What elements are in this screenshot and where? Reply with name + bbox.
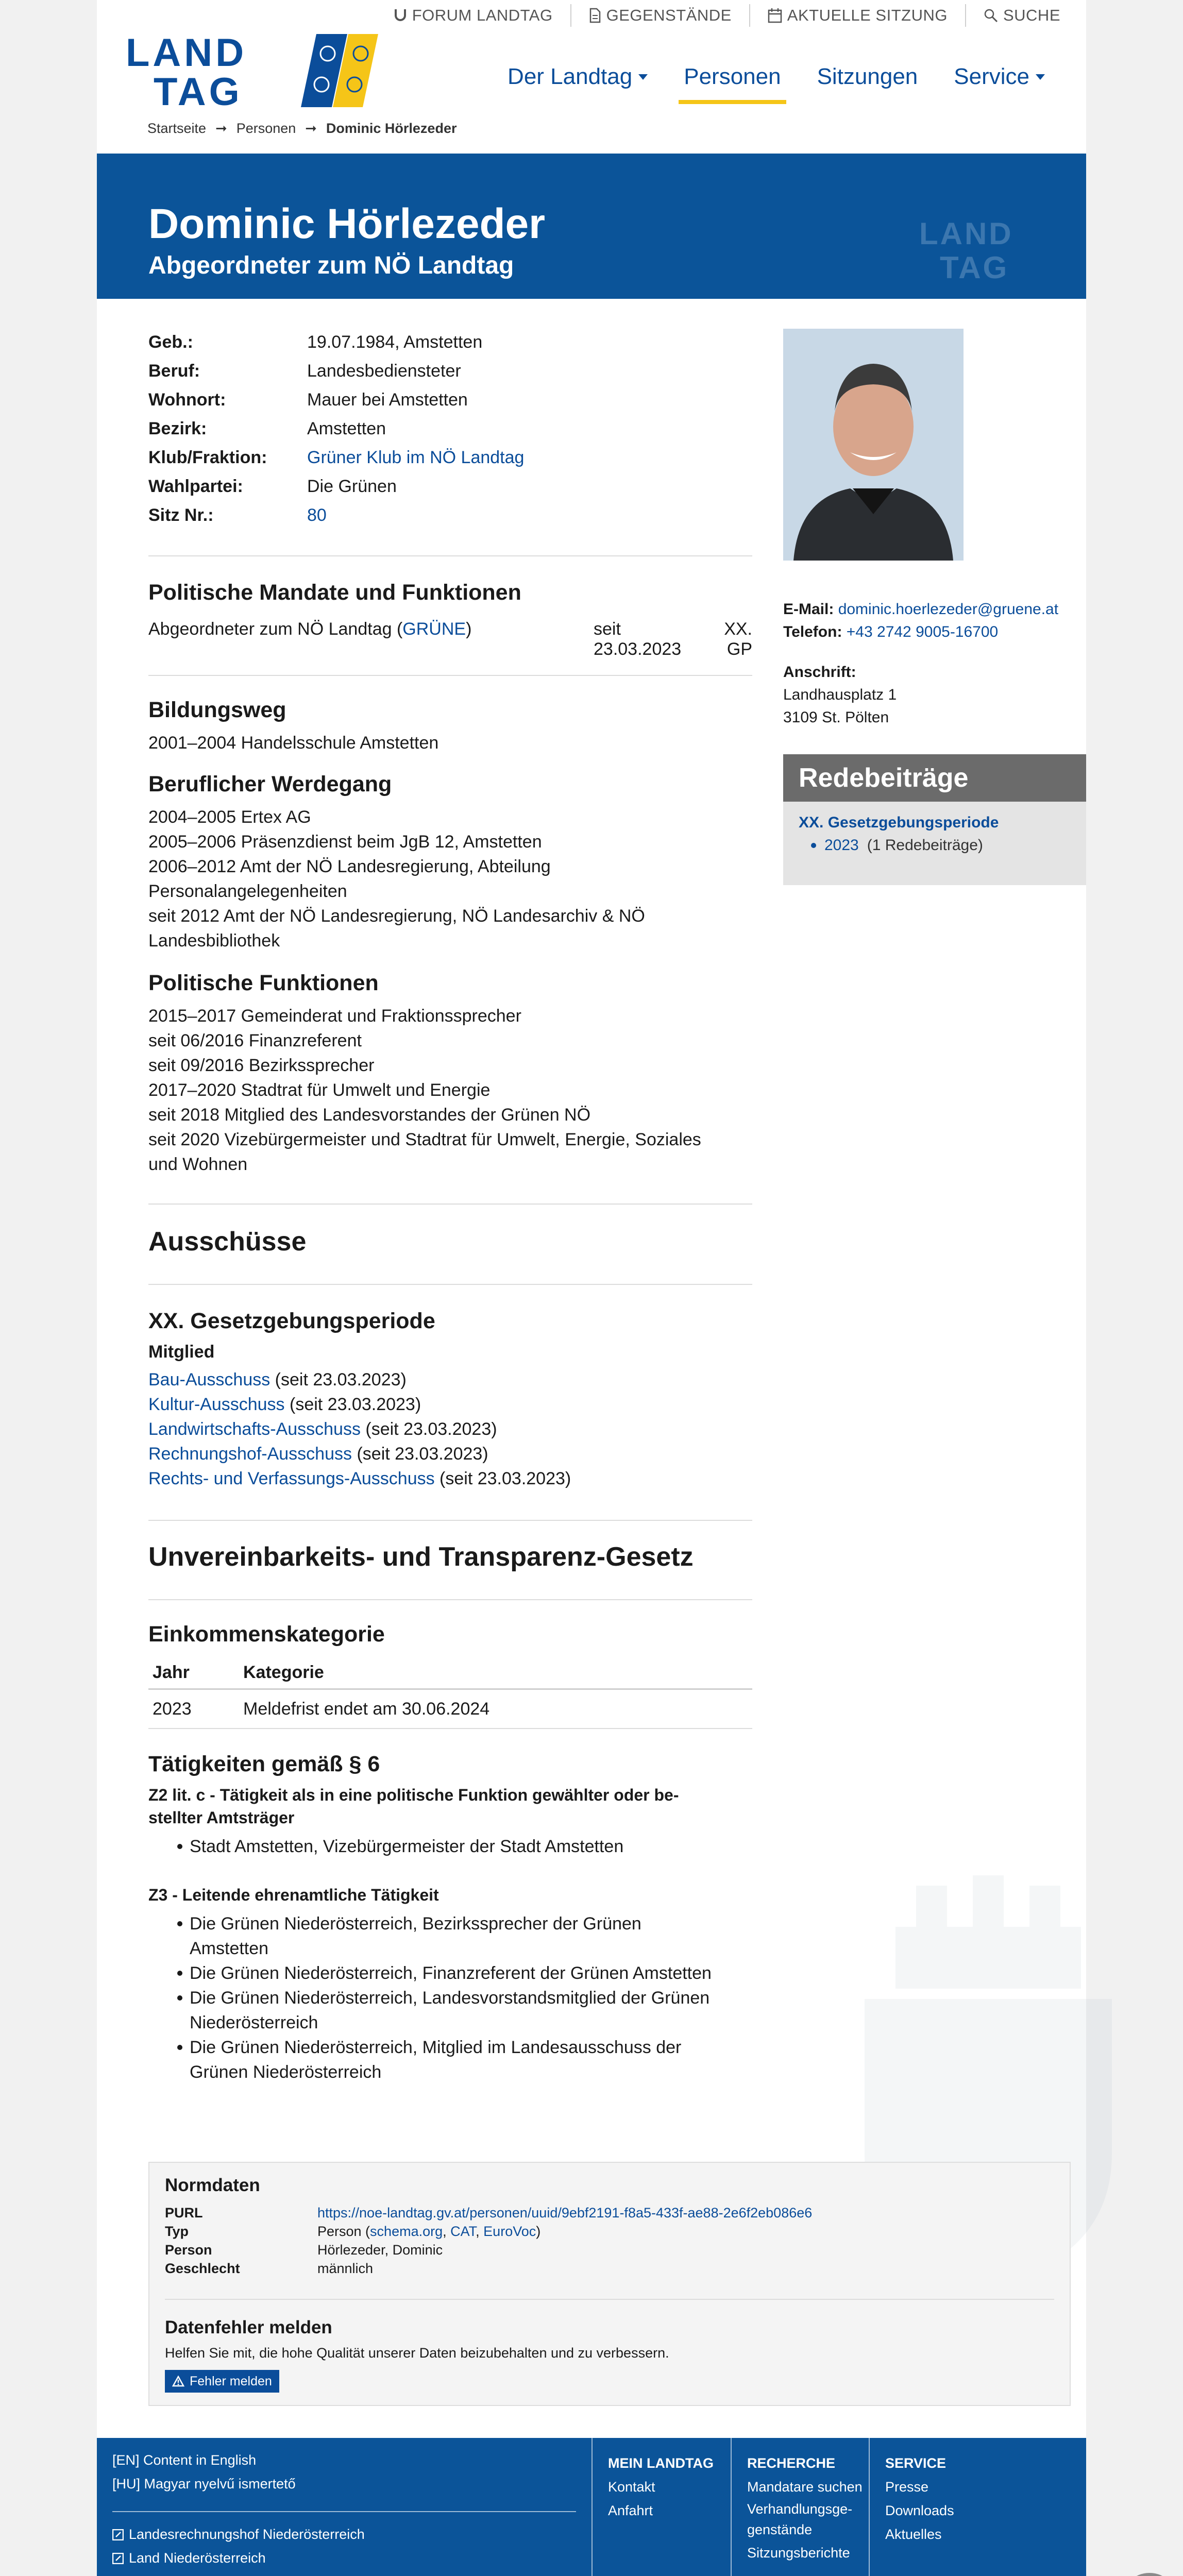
redebeitraege-period: XX. Gesetzgebungsperiode bbox=[799, 814, 999, 831]
list-item: Kultur-Ausschuss (seit 23.03.2023) bbox=[148, 1395, 421, 1414]
nav-personen-label: Personen bbox=[684, 64, 781, 89]
nav-der-landtag-label: Der Landtag bbox=[508, 64, 633, 89]
nav-sitzungen[interactable] bbox=[817, 64, 918, 104]
normdaten-heading: Normdaten bbox=[165, 2175, 260, 2195]
footer-link[interactable]: Sitzungsberichte bbox=[747, 2545, 850, 2561]
divider bbox=[148, 1599, 752, 1600]
fact-row: Geb.: 19.07.1984, Amstetten bbox=[148, 332, 483, 352]
mandate-heading: Politische Mandate und Funktionen bbox=[148, 580, 521, 605]
footer-lang-hu[interactable]: [HU] Magyar nyelvű ismertető bbox=[112, 2476, 296, 2492]
list-item: Die Grünen Niederösterreich, Finanzreferent der Grünen Amstetten bbox=[148, 1961, 752, 1986]
list-item: Die Grünen Niederösterreich, Landesvorstandsmitglied der Grünen Niederösterreich bbox=[148, 1986, 752, 2035]
purl-link[interactable]: https://noe-landtag.gv.at/personen/uuid/9ebf2191-f8a5-433f-ae88-2e6f2eb086e6 bbox=[317, 2205, 813, 2221]
horseshoe-icon bbox=[394, 8, 407, 23]
list-item: Die Grünen Niederösterreich, Mitglied im Landesausschuss der Grünen Niederösterreich bbox=[148, 2035, 752, 2084]
schema-link[interactable]: schema.org bbox=[370, 2224, 443, 2239]
contact-phone: Telefon: +43 2742 9005-16700 bbox=[783, 623, 999, 640]
svg-text:TAG: TAG bbox=[940, 250, 1009, 281]
ausschuss-link[interactable]: Rechnungshof-Ausschuss bbox=[148, 1444, 352, 1464]
topnav-suche[interactable] bbox=[966, 4, 1060, 27]
footer-col-recherche: RECHERCHE Mandatare suchen Verhandlungsge- genstände Sitzungsberichte bbox=[731, 2438, 870, 2576]
logo-line1: LAND bbox=[126, 33, 247, 75]
divider bbox=[148, 1204, 752, 1205]
fact-row: Klub/Fraktion: Grüner Klub im NÖ Landtag bbox=[148, 447, 525, 467]
list-item: Rechnungshof-Ausschuss (seit 23.03.2023) bbox=[148, 1444, 488, 1464]
footer-col-service: SERVICE Presse Downloads Aktuelles bbox=[869, 2438, 1086, 2576]
footer-link[interactable]: Mandatare suchen bbox=[747, 2479, 863, 2495]
fact-row: Beruf: Landesbediensteter bbox=[148, 361, 461, 381]
breadcrumb-current: Dominic Hörlezeder bbox=[326, 121, 457, 136]
normdaten-row: Person Hörlezeder, Dominic bbox=[165, 2242, 443, 2258]
footer-col-mein-landtag: MEIN LANDTAG Kontakt Anfahrt bbox=[592, 2438, 731, 2576]
topnav-suche-label: SUCHE bbox=[1003, 6, 1060, 24]
divider bbox=[148, 555, 752, 556]
z3-heading: Z3 - Leitende ehrenamtliche Tätigkeit bbox=[148, 1886, 439, 1904]
werdegang-text: 2004–2005 Ertex AG 2005–2006 Präsenzdienst beim JgB 12, Amstetten 2006–2012 Amt der NÖ Landesregierung, Abteilung Personalangelegenheiten seit 2012 Amt der NÖ Landesregierung, NÖ Landesarchiv & NÖ Landesbibliothek bbox=[148, 807, 645, 951]
ausschuss-link[interactable]: Rechts- und Verfassungs-Ausschuss bbox=[148, 1469, 435, 1488]
normdaten-row: PURL https://noe-landtag.gv.at/personen/uuid/9ebf2191-f8a5-433f-ae88-2e6f2eb086e6 bbox=[165, 2205, 813, 2221]
fehler-melden-button[interactable] bbox=[165, 2370, 279, 2393]
z2-heading: Z2 lit. c - Tätigkeit als in eine politische Funktion gewählter oder be- stellter Amtsträger bbox=[148, 1786, 679, 1827]
footer-link[interactable]: Downloads bbox=[885, 2503, 954, 2518]
eurovoc-link[interactable]: EuroVoc bbox=[483, 2224, 536, 2239]
topnav-gegenstaende-label: GEGENSTÄNDE bbox=[606, 6, 732, 24]
redebeitraege-box bbox=[783, 754, 1086, 885]
document-icon bbox=[589, 8, 601, 23]
ausschuss-link[interactable]: Kultur-Ausschuss bbox=[148, 1395, 285, 1414]
list-item: Landwirtschafts-Ausschuss (seit 23.03.2023) bbox=[148, 1419, 497, 1439]
ausschuesse-heading: Ausschüsse bbox=[148, 1227, 307, 1257]
chevron-down-icon bbox=[1036, 74, 1045, 80]
footer-link[interactable]: Aktuelles bbox=[885, 2527, 942, 2542]
contact-address: Anschrift: Landhausplatz 1 3109 St. Pölten bbox=[783, 664, 897, 726]
table-row: 2023 Meldefrist endet am 30.06.2024 bbox=[148, 1690, 752, 1729]
list-item: Bau-Ausschuss (seit 23.03.2023) bbox=[148, 1370, 407, 1389]
logo-line2: TAG bbox=[154, 70, 243, 108]
footer-link[interactable]: Kontakt bbox=[608, 2479, 655, 2495]
list-item: Stadt Amstetten, Vizebürgermeister der Stadt Amstetten bbox=[148, 1834, 752, 1859]
portrait-photo bbox=[783, 329, 964, 561]
divider bbox=[148, 1520, 752, 1521]
fehler-melden-label: Fehler melden bbox=[190, 2374, 272, 2388]
svg-text:LAND: LAND bbox=[919, 216, 1013, 251]
footer-link[interactable]: Verhandlungsge- bbox=[747, 2501, 853, 2517]
chevron-down-icon bbox=[638, 74, 648, 80]
phone-link[interactable]: +43 2742 9005-16700 bbox=[846, 623, 999, 640]
topnav-sitzung[interactable] bbox=[750, 4, 966, 27]
page-subtitle: Abgeordneter zum NÖ Landtag bbox=[148, 252, 514, 279]
nav-der-landtag[interactable] bbox=[508, 64, 648, 104]
calendar-icon bbox=[768, 8, 782, 23]
list-item: Rechts- und Verfassungs-Ausschuss (seit 23.03.2023) bbox=[148, 1469, 571, 1488]
topnav-gegenstaende[interactable] bbox=[571, 4, 750, 27]
page bbox=[97, 0, 1086, 2576]
topnav-sitzung-label: AKTUELLE SITZUNG bbox=[787, 6, 948, 24]
einkommen-heading: Einkommenskategorie bbox=[148, 1622, 385, 1647]
utg-heading: Unvereinbarkeits- und Transparenz-Gesetz bbox=[148, 1542, 694, 1572]
list-item: 2023 (1 Redebeiträge) bbox=[811, 837, 983, 854]
nav-personen[interactable] bbox=[684, 64, 781, 104]
divider bbox=[165, 2299, 1054, 2300]
table-header: Jahr Kategorie bbox=[148, 1657, 752, 1690]
list-item: Die Grünen Niederösterreich, Bezirkssprecher der Grünen Amstetten bbox=[148, 1911, 752, 1961]
cat-link[interactable]: CAT bbox=[450, 2224, 476, 2239]
external-link-icon bbox=[112, 2553, 124, 2564]
topnav-forum[interactable] bbox=[376, 4, 571, 27]
bildung-text: 2001–2004 Handelsschule Amstetten bbox=[148, 733, 439, 753]
fact-row: Wahlpartei: Die Grünen bbox=[148, 476, 397, 496]
normdaten-row: Geschlecht männlich bbox=[165, 2261, 374, 2276]
z2-list bbox=[148, 1834, 752, 1859]
bildung-heading: Bildungsweg bbox=[148, 698, 286, 722]
divider bbox=[112, 2511, 576, 2512]
footer-lang-en[interactable]: [EN] Content in English bbox=[112, 2452, 257, 2468]
ausschuss-link[interactable]: Bau-Ausschuss bbox=[148, 1370, 271, 1389]
fehler-heading: Datenfehler melden bbox=[165, 2317, 332, 2337]
footer-link[interactable]: Anfahrt bbox=[608, 2503, 653, 2518]
nav-service-label: Service bbox=[954, 64, 1029, 89]
footer-ext-link-1[interactable]: Landesrechnungshof Niederösterreich bbox=[112, 2527, 365, 2543]
fact-row: Bezirk: Amstetten bbox=[148, 418, 386, 438]
footer-link[interactable]: genstände bbox=[747, 2522, 813, 2537]
email-link[interactable]: dominic.hoerlezeder@gruene.at bbox=[838, 601, 1059, 618]
breadcrumb bbox=[147, 121, 457, 137]
taetigkeiten-heading: Tätigkeiten gemäß § 6 bbox=[148, 1752, 380, 1776]
footer bbox=[97, 2438, 1086, 2576]
klub-link[interactable]: Grüner Klub im NÖ Landtag bbox=[307, 447, 525, 467]
breadcrumb-startseite[interactable]: Startseite bbox=[147, 121, 207, 136]
party-link[interactable]: GRÜNE bbox=[402, 619, 466, 639]
werdegang-heading: Beruflicher Werdegang bbox=[148, 772, 392, 796]
fehler-text: Helfen Sie mit, die hohe Qualität unserer Daten beizubehalten und zu verbessern. bbox=[165, 2345, 669, 2361]
footer-link[interactable]: Presse bbox=[885, 2479, 929, 2495]
ausschuesse-list bbox=[148, 1367, 752, 1491]
z3-list bbox=[148, 1911, 752, 2084]
divider bbox=[148, 675, 752, 676]
normdaten-box bbox=[148, 2162, 1071, 2406]
breadcrumb-personen[interactable]: Personen bbox=[236, 121, 296, 136]
redebeitraege-heading: Redebeiträge bbox=[783, 754, 1086, 802]
mandate-row: Abgeordneter zum NÖ Landtag (GRÜNE) seit 23.03.2023 XX. GP bbox=[148, 619, 752, 659]
hero-banner bbox=[97, 154, 1086, 299]
main-nav bbox=[508, 64, 1045, 104]
contact-email: E-Mail: dominic.hoerlezeder@gruene.at bbox=[783, 601, 1059, 618]
topnav-forum-label: FORUM LANDTAG bbox=[412, 6, 553, 24]
top-utility-nav bbox=[376, 4, 1060, 27]
fact-row: Sitz Nr.: 80 bbox=[148, 505, 327, 525]
external-link-icon bbox=[112, 2529, 124, 2540]
ausschuesse-role: Mitglied bbox=[148, 1342, 215, 1362]
page-title: Dominic Hörlezeder bbox=[148, 200, 546, 247]
einkommen-table bbox=[148, 1657, 752, 1729]
footer-ext-link-2[interactable]: Land Niederösterreich bbox=[112, 2550, 266, 2566]
search-icon bbox=[984, 8, 998, 23]
ausschuesse-period: XX. Gesetzgebungsperiode bbox=[148, 1309, 435, 1333]
ausschuss-link[interactable]: Landwirtschafts-Ausschuss bbox=[148, 1419, 361, 1439]
landtag-logo[interactable] bbox=[126, 33, 378, 108]
funktionen-text: 2015–2017 Gemeinderat und Fraktionssprecher seit 06/2016 Finanzreferent seit 09/2016 Bezirkssprecher 2017–2020 Stadtrat für Umwelt und Energie seit 2018 Mitglied des Landesvorstandes der Grünen NÖ seit 2020 Vizebürgermeister und Stadtrat für Umwelt, Energie, Soziales und Wohnen bbox=[148, 1006, 701, 1174]
nav-sitzungen-label: Sitzungen bbox=[817, 64, 918, 89]
sitz-link[interactable]: 80 bbox=[307, 505, 327, 525]
scroll-to-top-button[interactable] bbox=[1121, 2573, 1178, 2576]
landtag-watermark-logo bbox=[914, 214, 1069, 281]
redebeitraege-year-link[interactable]: 2023 bbox=[824, 837, 859, 854]
person-facts bbox=[148, 328, 752, 530]
arrow-right-icon: ➞ bbox=[215, 121, 227, 136]
arrow-right-icon: ➞ bbox=[305, 121, 317, 136]
fact-row: Wohnort: Mauer bei Amstetten bbox=[148, 389, 468, 410]
divider bbox=[148, 1284, 752, 1285]
warning-icon bbox=[172, 2376, 184, 2387]
funktionen-heading: Politische Funktionen bbox=[148, 971, 379, 995]
nav-service[interactable] bbox=[954, 64, 1045, 104]
normdaten-row: Typ Person (schema.org, CAT, EuroVoc) bbox=[165, 2224, 541, 2239]
